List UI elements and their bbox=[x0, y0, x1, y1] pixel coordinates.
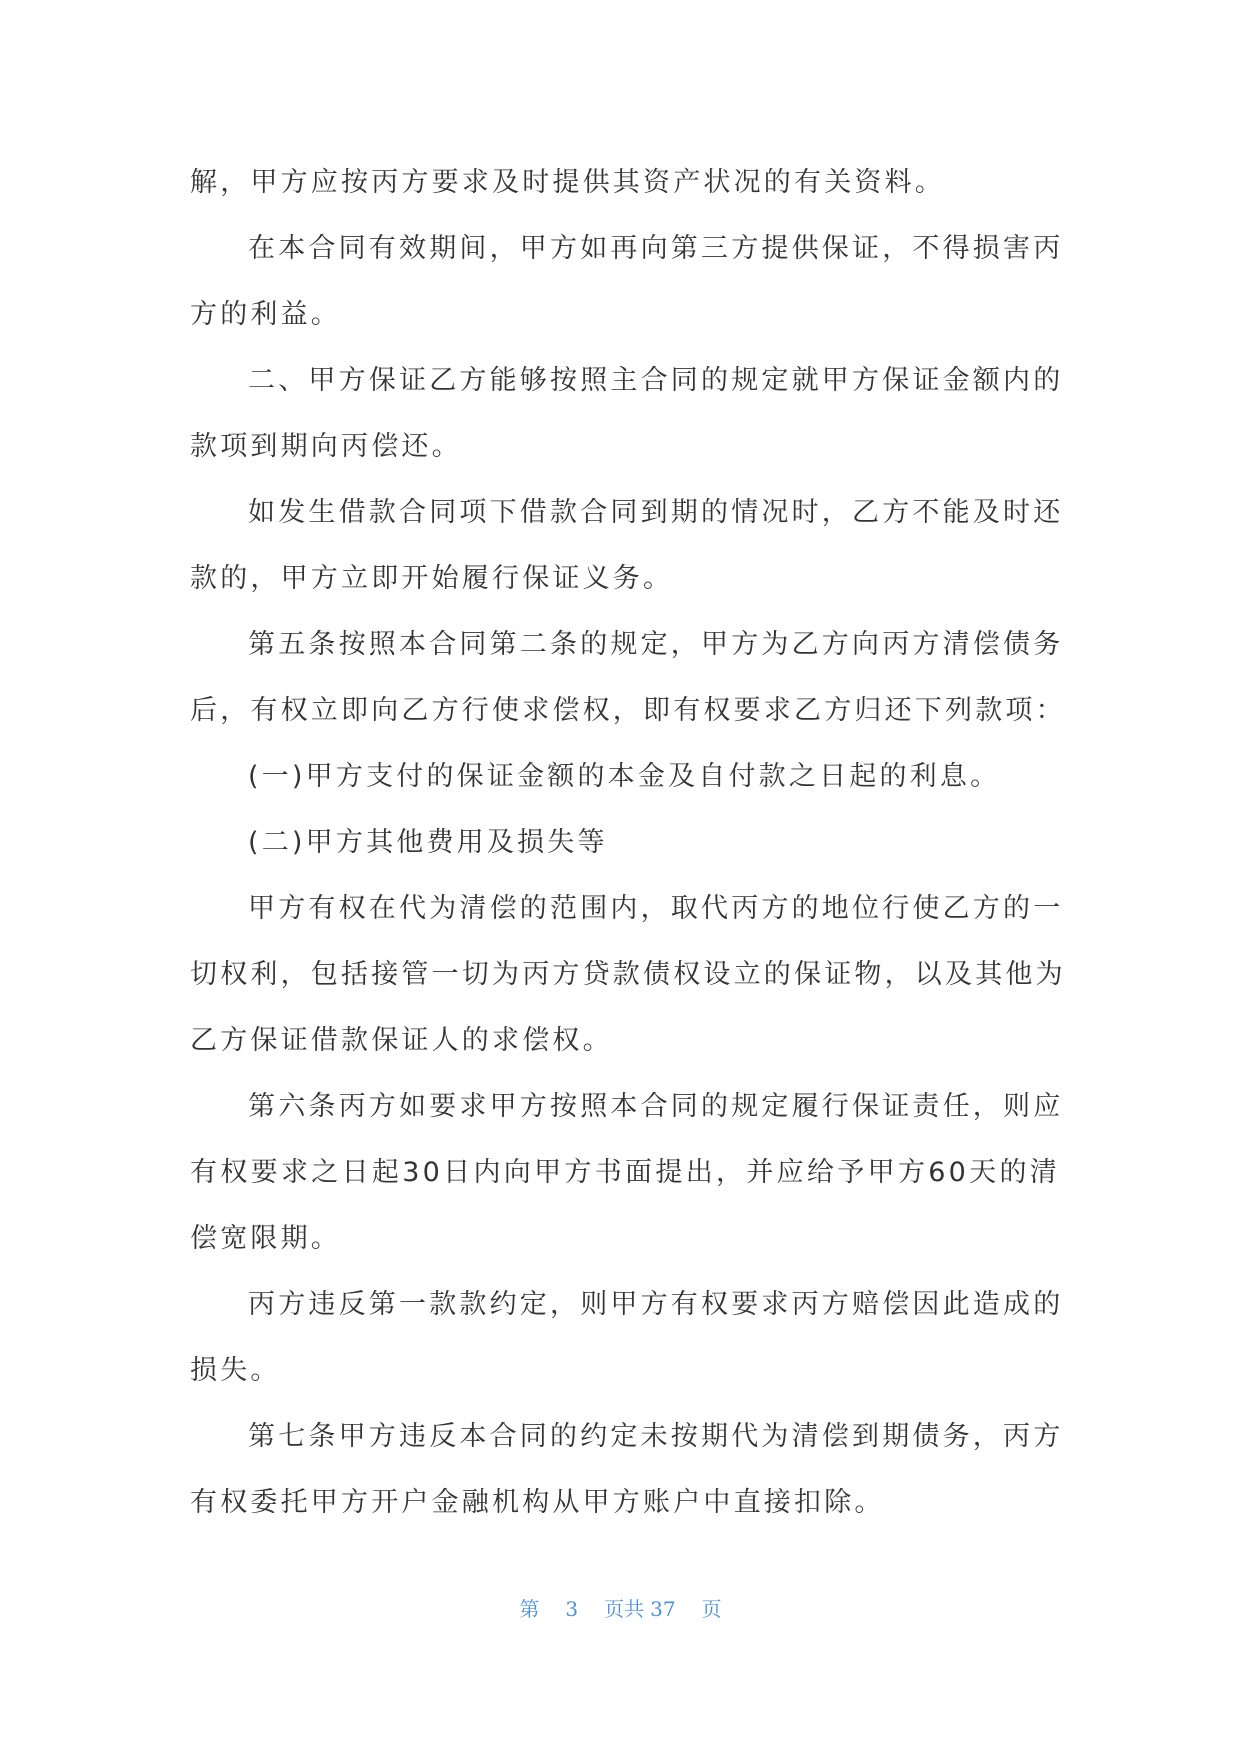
paragraph-line: 二、甲方保证乙方能够按照主合同的规定就甲方保证金额内的 bbox=[248, 365, 1064, 396]
paragraph-line: 后，有权立即向乙方行使求偿权，即有权要求乙方归还下列款项： bbox=[190, 695, 1066, 726]
paragraph-line: 丙方违反第一款款约定，则甲方有权要求丙方赔偿因此造成的 bbox=[248, 1289, 1064, 1320]
paragraph-line: 款项到期向丙偿还。 bbox=[190, 431, 462, 462]
footer-current-page: 3 bbox=[565, 1597, 579, 1621]
footer-total-pages: 37 bbox=[650, 1597, 676, 1621]
page-footer bbox=[0, 1594, 1241, 1624]
paragraph-line: 甲方有权在代为清偿的范围内，取代丙方的地位行使乙方的一 bbox=[248, 893, 1064, 924]
paragraph-line: (一)甲方支付的保证金额的本金及自付款之日起的利息。 bbox=[248, 761, 1001, 792]
footer-middle: 页共 bbox=[604, 1597, 645, 1621]
paragraph-line: 第七条甲方违反本合同的约定未按期代为清偿到期债务，丙方 bbox=[248, 1421, 1064, 1452]
paragraph-line: 损失。 bbox=[190, 1355, 281, 1386]
paragraph-line: 偿宽限期。 bbox=[190, 1223, 341, 1254]
paragraph-line: 切权利，包括接管一切为丙方贷款债权设立的保证物，以及其他为 bbox=[190, 959, 1066, 990]
paragraph-line: 有权要求之日起30日内向甲方书面提出，并应给予甲方60天的清 bbox=[190, 1157, 1060, 1188]
paragraph-line: 款的，甲方立即开始履行保证义务。 bbox=[190, 563, 674, 594]
paragraph-line: 如发生借款合同项下借款合同到期的情况时，乙方不能及时还 bbox=[248, 497, 1064, 528]
paragraph-line: 乙方保证借款保证人的求偿权。 bbox=[190, 1025, 613, 1056]
paragraph-line: 解，甲方应按丙方要求及时提供其资产状况的有关资料。 bbox=[190, 167, 945, 198]
paragraph-line: 方的利益。 bbox=[190, 299, 341, 330]
footer-suffix: 页 bbox=[701, 1597, 722, 1621]
paragraph-line: (二)甲方其他费用及损失等 bbox=[248, 827, 608, 858]
footer-prefix: 第 bbox=[519, 1597, 540, 1621]
paragraph-line: 第五条按照本合同第二条的规定，甲方为乙方向丙方清偿债务 bbox=[248, 629, 1064, 660]
paragraph-line: 第六条丙方如要求甲方按照本合同的规定履行保证责任，则应 bbox=[248, 1091, 1064, 1122]
paragraph-line: 在本合同有效期间，甲方如再向第三方提供保证，不得损害丙 bbox=[248, 233, 1064, 264]
paragraph-line: 有权委托甲方开户金融机构从甲方账户中直接扣除。 bbox=[190, 1487, 885, 1518]
